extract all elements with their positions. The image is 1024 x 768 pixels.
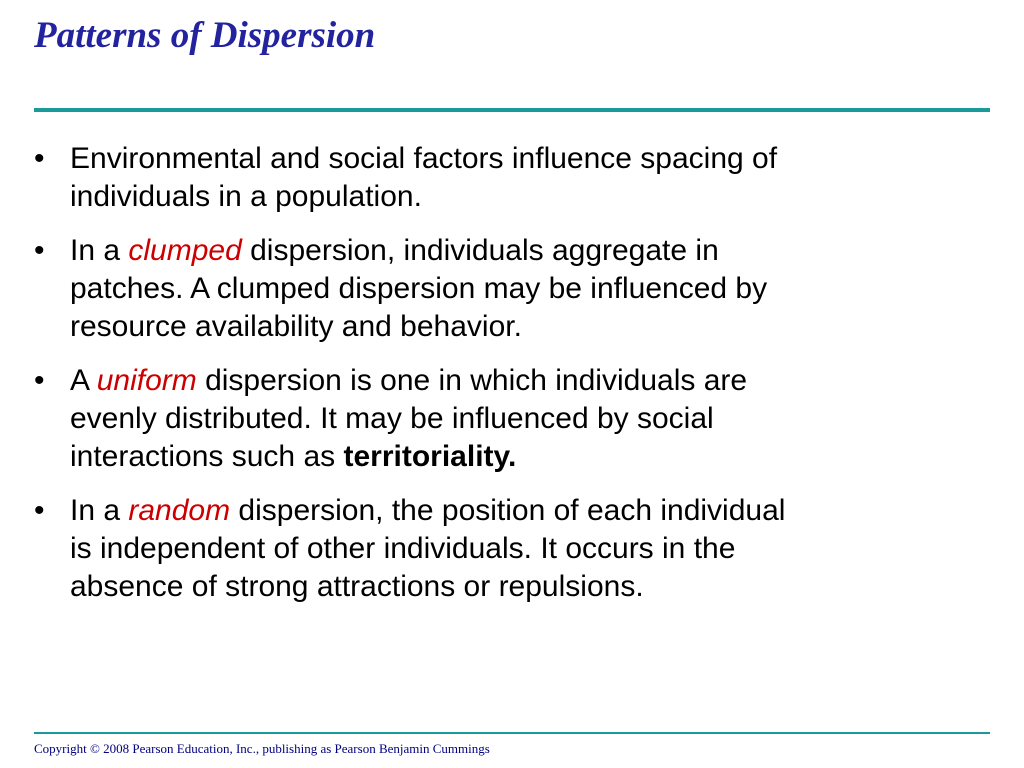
term-territoriality: territoriality. (343, 440, 517, 473)
bullet-text (70, 494, 785, 603)
bullet-icon: • (34, 364, 45, 397)
bullet-line: evenly distributed. It may be influenced by social (70, 402, 714, 435)
bullet-text-pre: In a (70, 234, 129, 267)
bullet-text-post: dispersion is one in which individuals are (196, 364, 748, 397)
bullet-line: individuals in a population. (70, 180, 422, 213)
bullet-text (70, 364, 747, 473)
bullet-item-random (34, 492, 974, 606)
bullet-item-uniform (34, 362, 974, 476)
footer-divider (34, 732, 990, 734)
bullet-icon: • (34, 494, 45, 527)
slide-title: Patterns of Dispersion (34, 15, 376, 56)
bullet-text-pre: In a (70, 494, 129, 527)
bullet-line: absence of strong attractions or repulsions. (70, 570, 644, 603)
bullet-list (34, 140, 974, 622)
term-random: random (128, 494, 231, 527)
bullet-icon: • (34, 142, 45, 175)
bullet-text-post: dispersion, the position of each individual (230, 494, 786, 527)
bullet-line: resource availability and behavior. (70, 310, 522, 343)
bullet-text (70, 142, 777, 213)
bullet-item-clumped (34, 232, 974, 346)
title-divider (34, 108, 990, 112)
bullet-line: Environmental and social factors influence spacing of (70, 142, 778, 175)
copyright-footer: Copyright © 2008 Pearson Education, Inc., publishing as Pearson Benjamin Cummings (34, 741, 490, 756)
bullet-line: patches. A clumped dispersion may be influenced by (70, 272, 768, 305)
bullet-text-post: dispersion, individuals aggregate in (241, 234, 719, 267)
bullet-line-pre: interactions such as (70, 440, 344, 473)
term-clumped: clumped (128, 234, 242, 267)
bullet-line: is independent of other individuals. It occurs in the (70, 532, 736, 565)
term-uniform: uniform (96, 364, 197, 397)
bullet-text-pre: A (70, 364, 97, 397)
bullet-icon: • (34, 234, 45, 267)
bullet-item-spacing (34, 140, 974, 216)
bullet-text (70, 234, 767, 343)
